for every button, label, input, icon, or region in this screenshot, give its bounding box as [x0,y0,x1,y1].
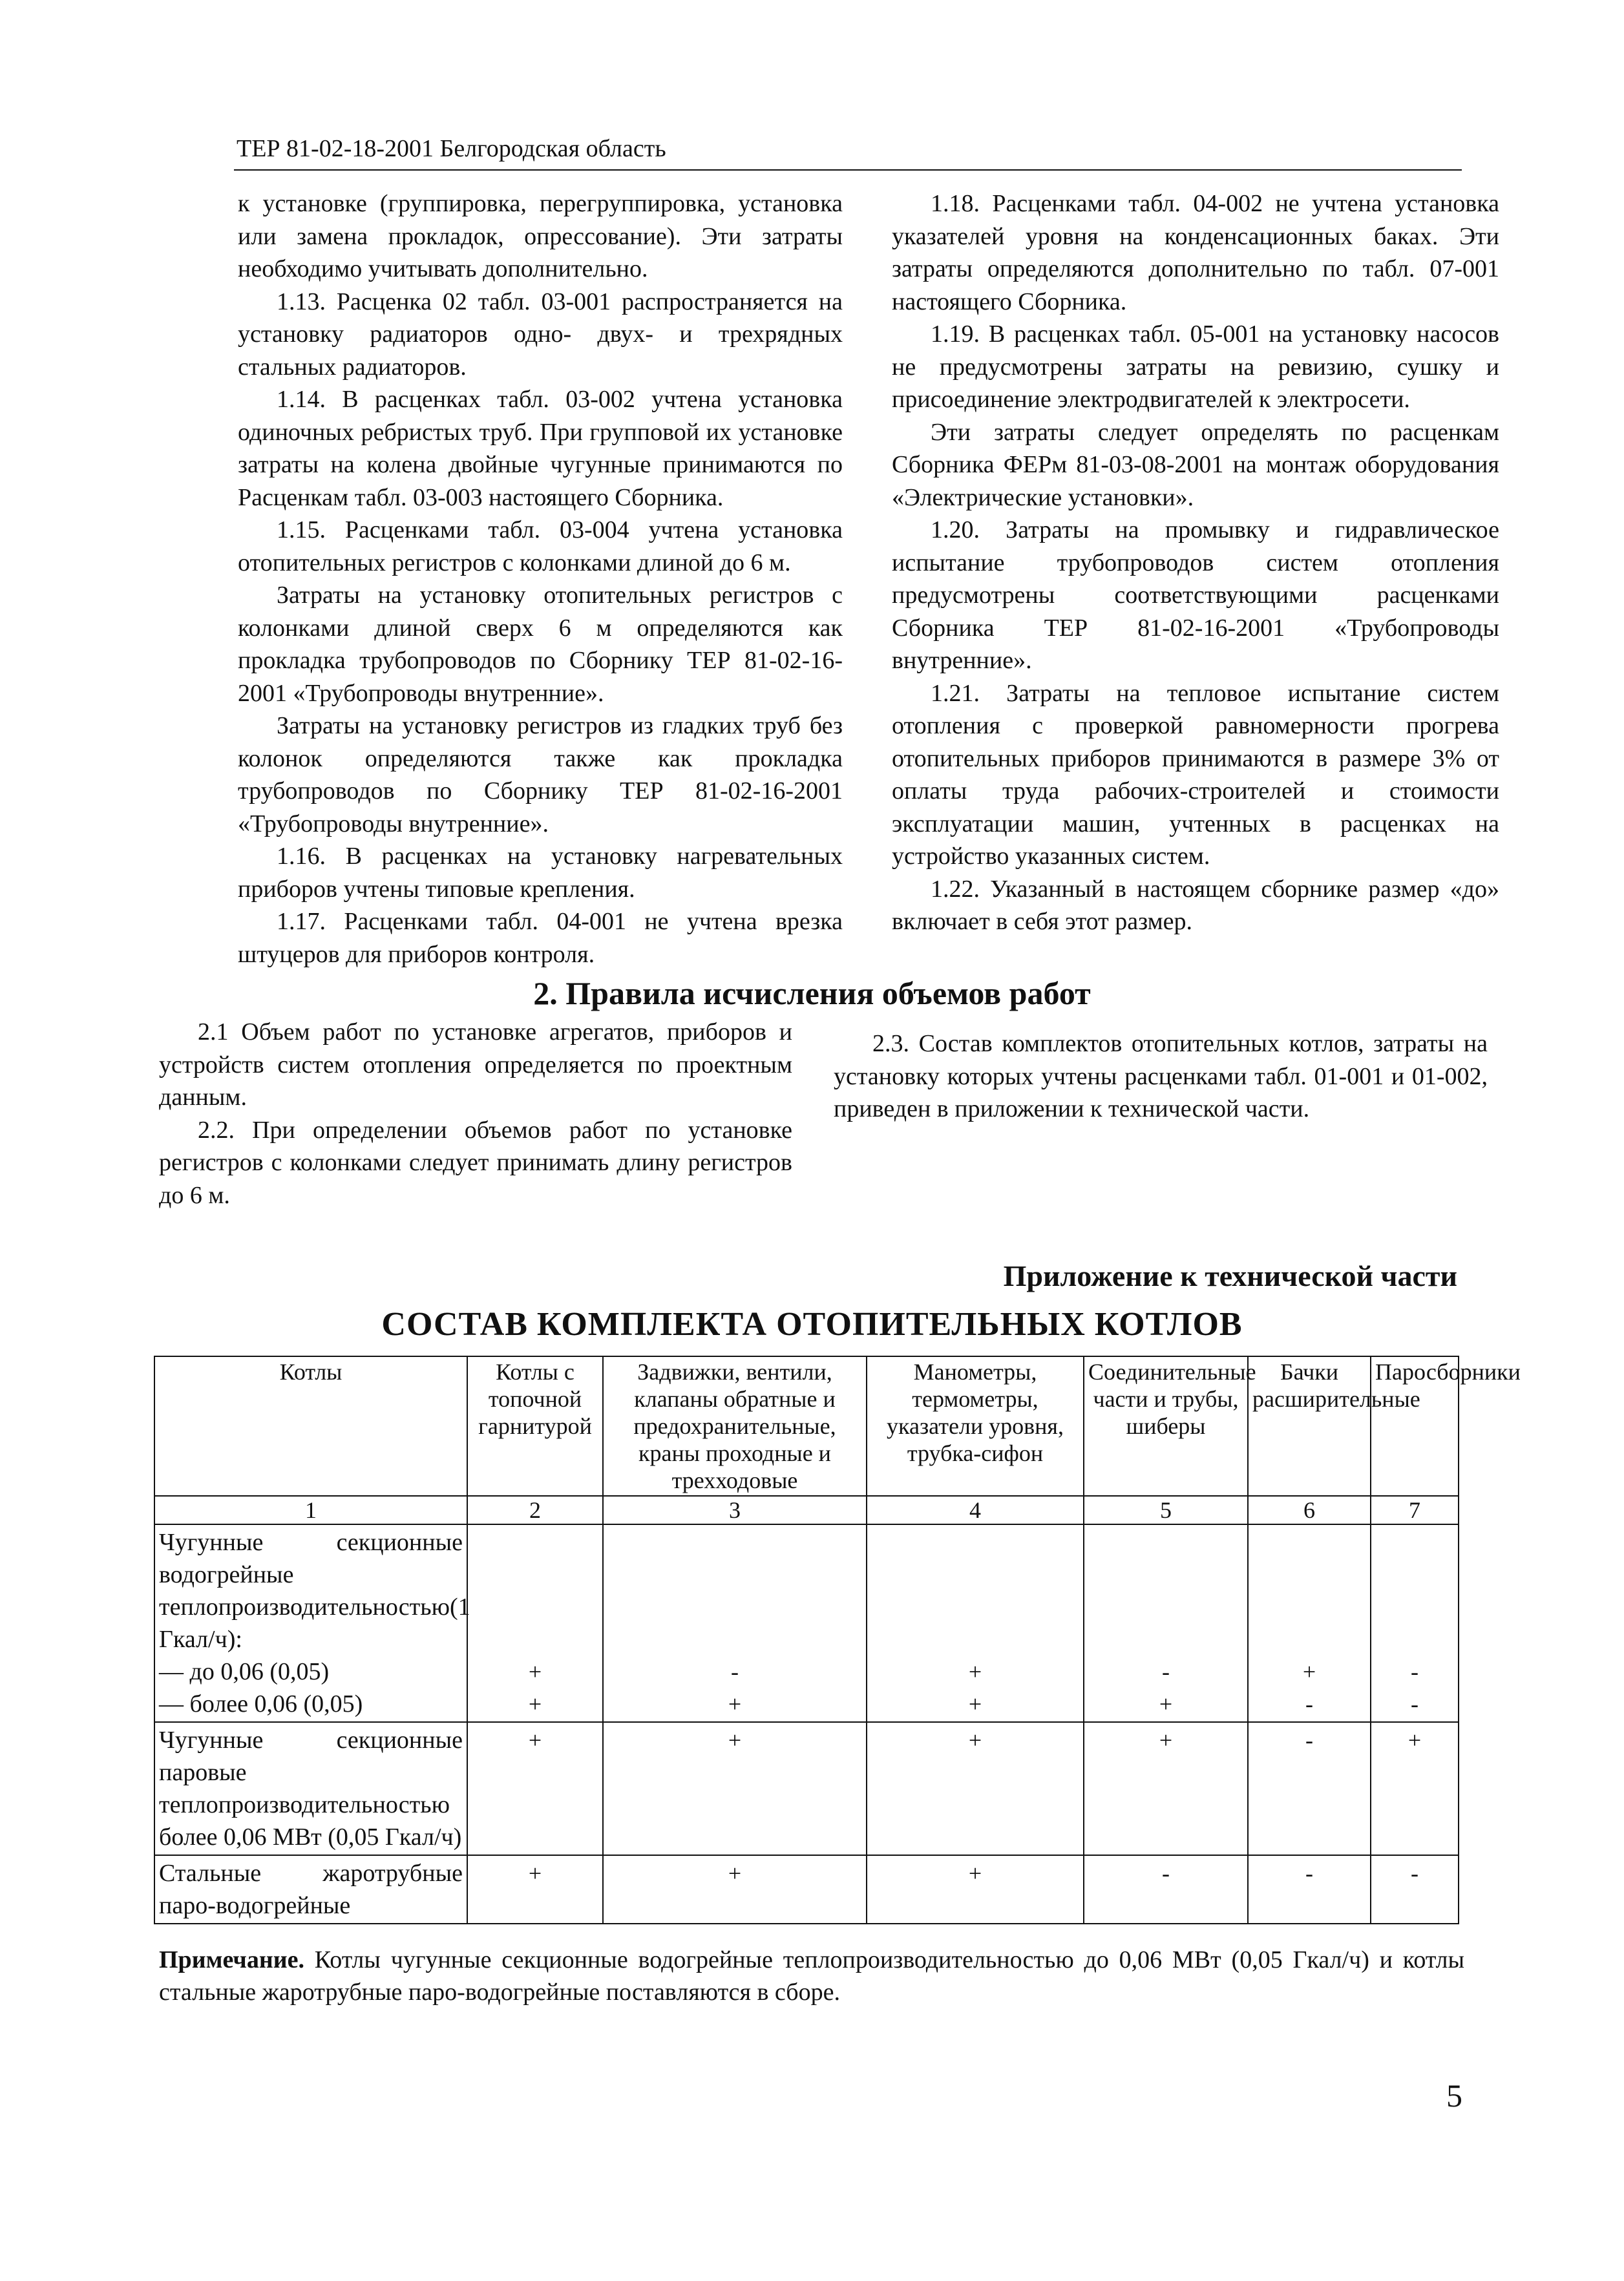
note-text: Котлы чугунные секционные водогрейные теплопроизводительностью до 0,06 МВт (0,05 Гкал/ч) и котлы стальные жаротрубные паро-водогрейные поставляются в сборе. [159,1946,1464,2006]
column-number: 2 [467,1496,603,1524]
section1-left-column [238,187,843,971]
value-cell [603,1524,867,1722]
table-note [159,1944,1464,2008]
note-label: Примечание. [159,1946,304,1973]
column-header: Соединительные части и трубы, шиберы [1084,1356,1248,1496]
paragraph: 2.1 Объем работ по установке агрегатов, приборов и устройств систем отопления определяется по проектным данным. [159,1018,792,1111]
value-cell [1248,1524,1371,1722]
value-cell [1084,1855,1248,1924]
paragraph: 1.20. Затраты на промывку и гидравлическое испытание трубопроводов систем отопления предусмотрены соответствующими расценками Сборника ТЕР 81-02-16-2001 «Трубопроводы внутренние». [892,516,1499,674]
section-heading: 2. Правила исчисления объемов работ [533,975,1091,1011]
boiler-subtype-name: — более 0,06 (0,05) [159,1690,363,1718]
column-number: 4 [867,1496,1084,1524]
value-cell [867,1722,1084,1855]
paragraph: 2.2. При определении объемов работ по установке регистров с колонками следует принимать длину регистров до 6 м. [159,1116,792,1209]
mark: - [1411,1659,1418,1685]
paragraph: 1.15. Расценками табл. 03-004 учтена установка отопительных регистров с колонками длиной до 6 м. [238,516,843,576]
column-number: 3 [603,1496,867,1524]
value-cell [867,1855,1084,1924]
value-cell [1084,1524,1248,1722]
boiler-type-cell [154,1524,470,1722]
table-header-row [154,1356,1459,1496]
section2-right-column [834,1027,1488,1126]
paragraph: 1.16. В расценках на установку нагревательных приборов учтены типовые крепления. [238,843,843,903]
value-cell [1248,1855,1371,1924]
mark: + [1302,1659,1316,1685]
running-header: ТЕР 81-02-18-2001 Белгородская область [237,135,666,162]
table-row [154,1855,1459,1924]
value-cell [467,1524,603,1722]
header-rule [234,169,1462,171]
value-cell [1371,1722,1459,1855]
boiler-type-cell: Чугунные секционные паровые теплопроизводительностью более 0,06 МВт (0,05 Гкал/ч) [154,1722,467,1855]
paragraph: Затраты на установку отопительных регистров с колонками длиной сверх 6 м определяются как прокладка трубопроводов по Сборнику ТЕР 81-02-16-2001 «Трубопроводы внутренние». [238,582,843,707]
paragraph: 1.18. Расценками табл. 04-002 не учтена установка указателей уровня на конденсационных баках. Эти затраты определяются дополнительно по табл. 07-001 настоящего Сборника. [892,190,1499,315]
column-header: Манометры, термометры, указатели уровня, трубка-сифон [867,1356,1084,1496]
boiler-subtype-name: — до 0,06 (0,05) [159,1658,330,1685]
paragraph: 1.14. В расценках табл. 03-002 учтена установка одиночных ребристых труб. При групповой их установке затраты на колена двойные чугунные принимаются по Расценкам табл. 03-003 настоящего Сборника. [238,386,843,511]
boiler-group-name: Чугунные секционные водогрейные теплопроизводительностью(1 Гкал/ч): [159,1529,470,1653]
page-number: 5 [1446,2077,1462,2114]
paragraph: 2.3. Состав комплектов отопительных котлов, затраты на установку которых учтены расценками табл. 01-001 и 01-002, приведен в приложении к технической части. [834,1030,1488,1122]
mark: + [728,1727,742,1753]
paragraph: 1.19. В расценках табл. 05-001 на установку насосов не предусмотрены затраты на ревизию, сушку и присоединение электродвигателей к электросети. [892,321,1499,413]
mark: + [728,1691,742,1717]
value-cell [867,1524,1084,1722]
paragraph: 1.21. Затраты на тепловое испытание систем отопления с проверкой равномерности прогрева отопительных приборов принимаются в размере 3% от оплаты труда рабочих-строителей и стоимости эксплуатации машин, учтенных в расценках на устройство указанных систем. [892,679,1499,870]
boiler-kit-table [154,1356,1521,1924]
mark: - [1162,1860,1170,1886]
mark: - [1305,1860,1313,1886]
mark: + [968,1691,982,1717]
column-header: Бачки расширительные [1248,1356,1371,1496]
column-number: 6 [1248,1496,1371,1524]
mark: - [1411,1691,1418,1717]
paragraph: 1.13. Расценка 02 табл. 03-001 распространяется на установку радиаторов одно- двух- и трехрядных стальных радиаторов. [238,288,843,381]
column-header: Котлы с топочной гарнитурой [467,1356,603,1496]
mark: + [968,1860,982,1886]
value-cell [603,1855,867,1924]
mark: + [1159,1691,1173,1717]
mark: - [1305,1691,1313,1717]
mark: + [528,1691,542,1717]
boiler-type-cell: Стальные жаротрубные паро-водогрейные [154,1855,467,1924]
mark: - [1162,1659,1170,1685]
mark: + [528,1727,542,1753]
mark: + [528,1659,542,1685]
column-header: Паросборники [1371,1356,1459,1496]
column-number-row [154,1496,1459,1524]
value-cell [1084,1722,1248,1855]
mark: + [1408,1727,1422,1753]
table-row [154,1524,1459,1722]
value-cell [1248,1722,1371,1855]
value-cell [1371,1855,1459,1924]
mark: + [1159,1727,1173,1753]
paragraph: к установке (группировка, перегруппировка, установка или замена прокладок, опрессование). Эти затраты необходимо учитывать дополнительно. [238,190,843,282]
value-cell [603,1722,867,1855]
paragraph: Затраты на установку регистров из гладких труб без колонок определяются также как прокладка трубопроводов по Сборнику ТЕР 81-02-16-2001 «Трубопроводы внутренние». [238,712,843,837]
table-row [154,1722,1459,1855]
column-header: Котлы [154,1356,467,1496]
mark: + [528,1860,542,1886]
mark: - [731,1659,739,1685]
mark: + [728,1860,742,1886]
column-header: Задвижки, вентили, клапаны обратные и предохранительные, краны проходные и трехходовые [603,1356,867,1496]
section1-right-column [892,187,1499,938]
column-number: 5 [1084,1496,1248,1524]
table-title: СОСТАВ КОМПЛЕКТА ОТОПИТЕЛЬНЫХ КОТЛОВ [381,1306,1243,1343]
mark: + [968,1659,982,1685]
value-cell [1371,1524,1459,1722]
section2-left-column [159,1016,792,1212]
column-number: 1 [154,1496,467,1524]
value-cell [467,1722,603,1855]
value-cell [467,1855,603,1924]
paragraph: 1.22. Указанный в настоящем сборнике размер «до» включает в себя этот размер. [892,875,1499,935]
mark: - [1305,1727,1313,1753]
mark: + [968,1727,982,1753]
mark: - [1411,1860,1418,1886]
paragraph: Эти затраты следует определять по расценкам Сборника ФЕРм 81-03-08-2001 на монтаж оборудования «Электрические установки». [892,418,1499,511]
appendix-heading: Приложение к технической части [1003,1259,1457,1292]
column-number: 7 [1371,1496,1459,1524]
paragraph: 1.17. Расценками табл. 04-001 не учтена врезка штуцеров для приборов контроля. [238,908,843,968]
